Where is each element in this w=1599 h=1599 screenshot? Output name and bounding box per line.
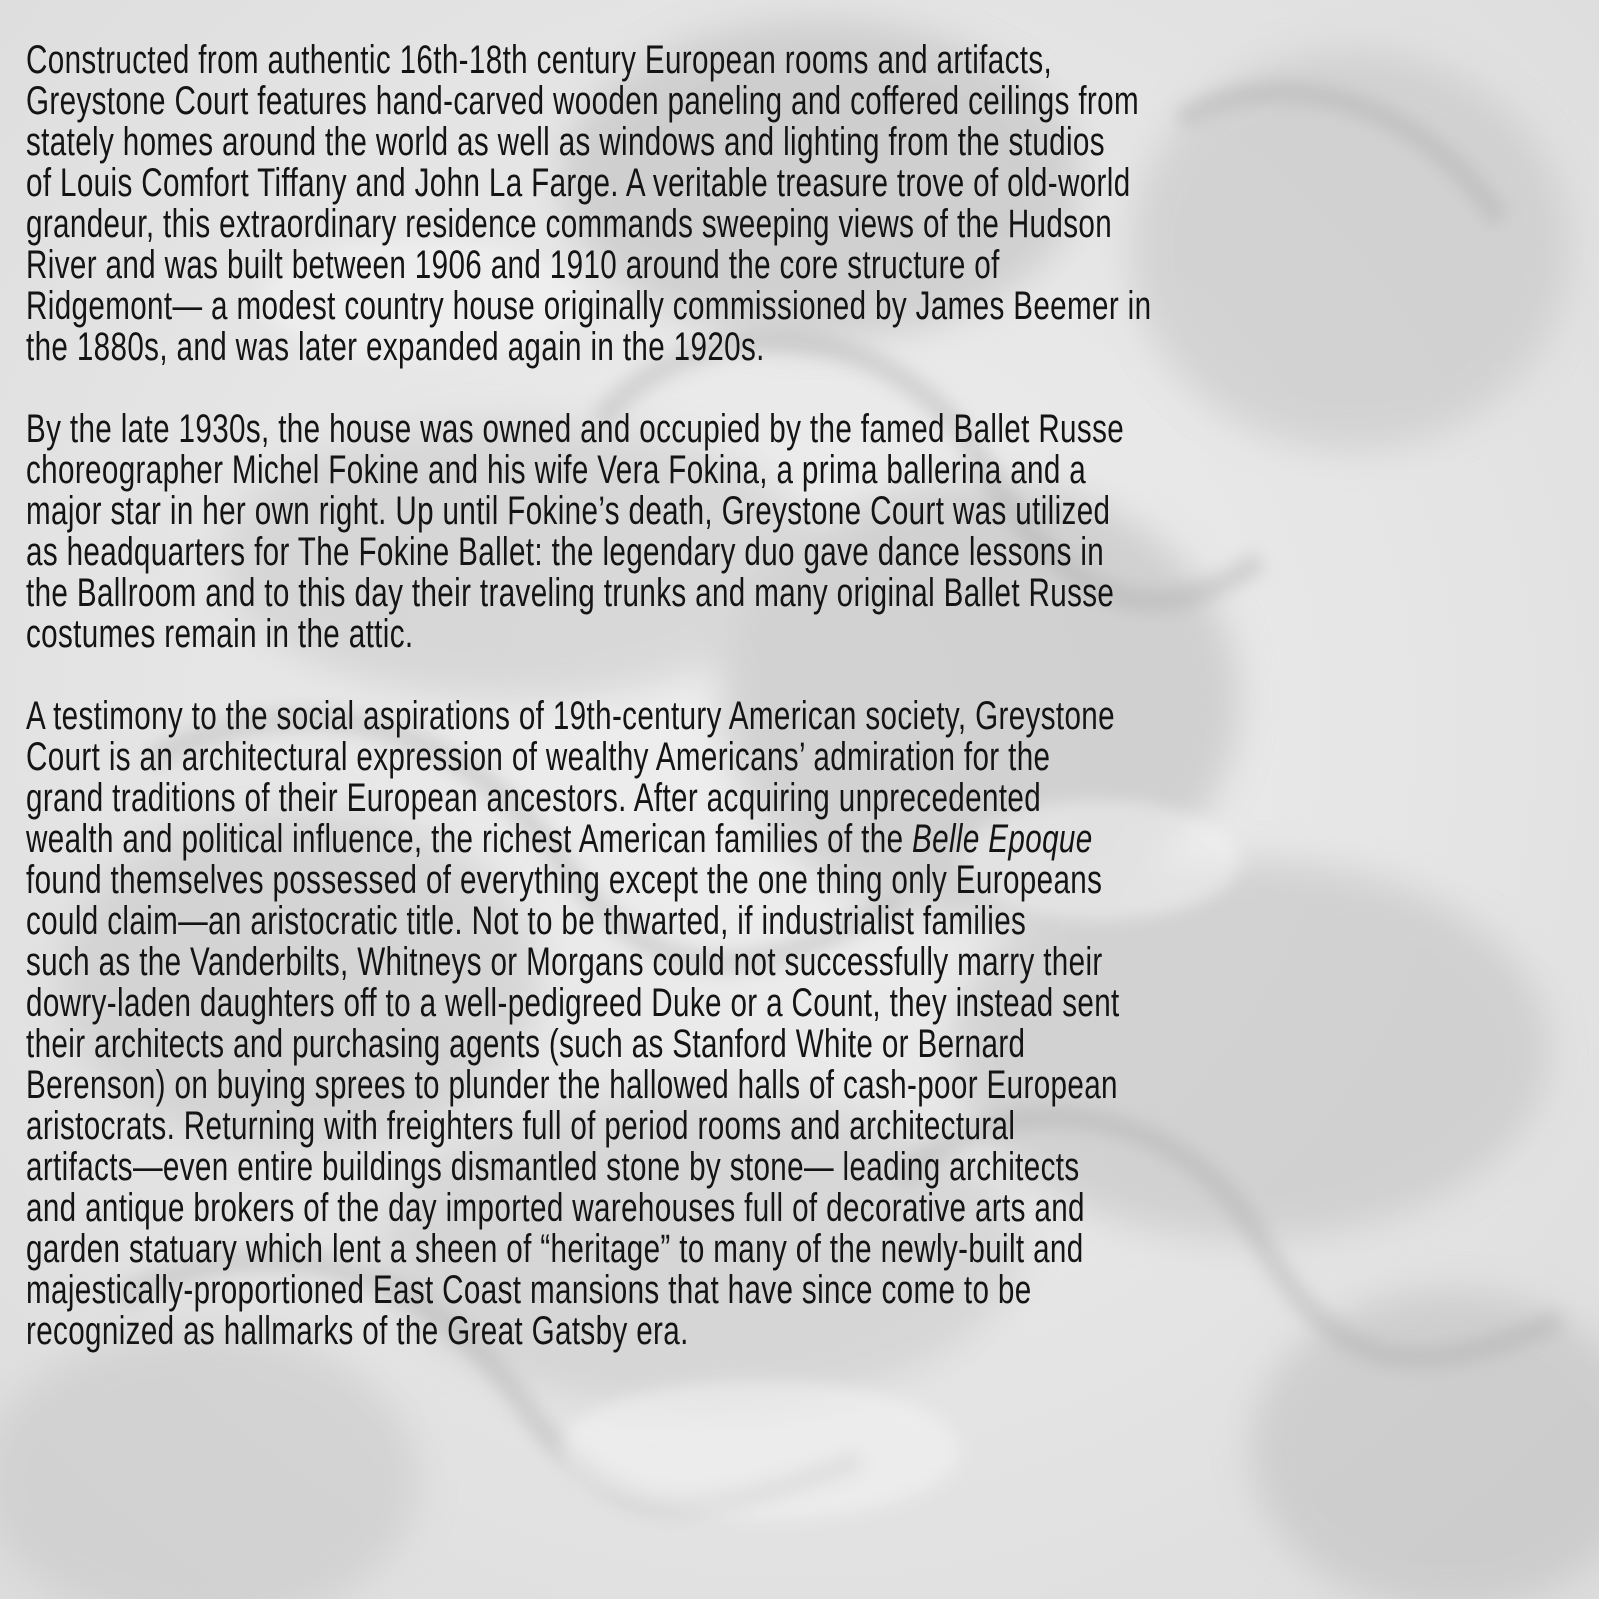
text-line: Constructed from authentic 16th-18th century European rooms and artifacts, [26, 38, 1053, 82]
text-line: Berenson) on buying sprees to plunder the hallowed halls of cash-poor European [26, 1063, 1118, 1107]
text-line: Greystone Court features hand-carved wooden paneling and coffered ceilings from [26, 79, 1140, 123]
text-line: of Louis Comfort Tiffany and John La Farge. A veritable treasure trove of old-world [26, 161, 1131, 205]
text-segment: wealth and political influence, the richest American families of the [26, 817, 913, 861]
text-line: their architects and purchasing agents (such as Stanford White or Bernard [26, 1022, 1026, 1066]
text-line: the 1880s, and was later expanded again in the 1920s. [26, 325, 765, 369]
paragraph-2 [26, 409, 1586, 655]
text-line: garden statuary which lent a sheen of “heritage” to many of the newly-built and [26, 1227, 1084, 1271]
text-line: major star in her own right. Up until Fokine’s death, Greystone Court was utilized [26, 489, 1111, 533]
text-line: grand traditions of their European ancestors. After acquiring unprecedented [26, 776, 1042, 820]
paragraph-3 [26, 696, 1586, 1352]
text-line: By the late 1930s, the house was owned and occupied by the famed Ballet Russe [26, 407, 1125, 451]
text-line-with-italic [26, 819, 1180, 860]
text-line: Court is an architectural expression of wealthy Americans’ admiration for the [26, 735, 1051, 779]
text-line: aristocrats. Returning with freighters full of period rooms and architectural [26, 1104, 1016, 1148]
text-line: as headquarters for The Fokine Ballet: the legendary duo gave dance lessons in [26, 530, 1105, 574]
text-line: and antique brokers of the day imported warehouses full of decorative arts and [26, 1186, 1085, 1230]
text-line: found themselves possessed of everything except the one thing only Europeans [26, 858, 1103, 902]
text-line: Ridgemont— a modest country house originally commissioned by James Beemer in [26, 284, 1152, 328]
text-line: could claim—an aristocratic title. Not to be thwarted, if industrialist families [26, 899, 1027, 943]
text-line: such as the Vanderbilts, Whitneys or Morgans could not successfully marry their [26, 940, 1103, 984]
text-line: River and was built between 1906 and 1910 around the core structure of [26, 243, 1000, 287]
text-line: choreographer Michel Fokine and his wife Vera Fokina, a prima ballerina and a [26, 448, 1087, 492]
text-line: majestically-proportioned East Coast mansions that have since come to be [26, 1268, 1032, 1312]
italic-phrase: Belle Epoque [912, 817, 1093, 861]
text-line: dowry-laden daughters off to a well-pedigreed Duke or a Count, they instead sent [26, 981, 1120, 1025]
text-line: stately homes around the world as well as windows and lighting from the studios [26, 120, 1105, 164]
text-line: costumes remain in the attic. [26, 612, 414, 656]
text-line: recognized as hallmarks of the Great Gatsby era. [26, 1309, 689, 1353]
text-line: grandeur, this extraordinary residence commands sweeping views of the Hudson [26, 202, 1113, 246]
text-line: the Ballroom and to this day their traveling trunks and many original Ballet Russe [26, 571, 1115, 615]
paragraph-1 [26, 40, 1586, 368]
article-text [26, 40, 1586, 1352]
text-line: artifacts—even entire buildings dismantled stone by stone— leading architects [26, 1145, 1080, 1189]
text-line: A testimony to the social aspirations of 19th-century American society, Greystone [26, 694, 1115, 738]
